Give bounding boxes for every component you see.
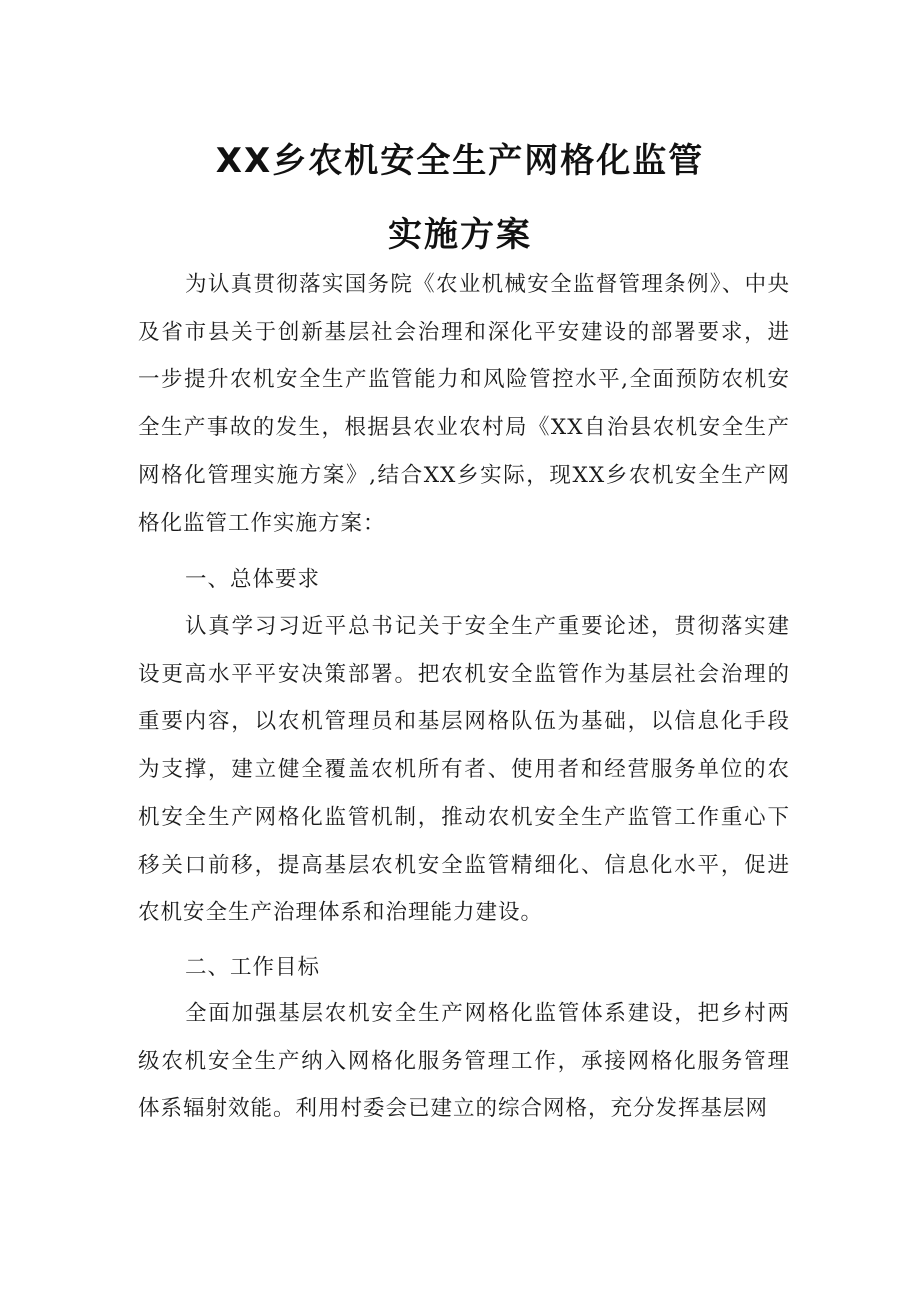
document-title-line-1: XX乡农机安全生产网格化监管 [215,141,705,181]
section-1-paragraph: 认真学习习近平总书记关于安全生产重要论述，贯彻落实建设更高水平平安决策部署。把农机安全监管作为基层社会治理的重要内容，以农机管理员和基层网格队伍为基础，以信息化手段为支撑，建立健全覆盖农机所有者、使用者和经营服务单位的农机安全生产网格化监管机制，推动农机安全生产监管工作重心下移关口前移，提高基层农机安全监管精细化、信息化水平，促进农机安全生产治理体系和治理能力建设。 [138,614,790,926]
intro-paragraph: 为认真贯彻落实国务院《农业机械安全监督管理条例》、中央及省市县关于创新基层社会治理和深化平安建设的部署要求，进一步提升农机安全生产监管能力和风险管控水平,全面预防农机安全生产事故的发生，根据县农业农村局《XX自治县农机安全生产网格化管理实施方案》,结合XX乡实际，现XX乡农机安全生产网格化监管工作实施方案： [138,272,790,536]
section-2-heading: 二、工作目标 [185,955,321,980]
document-title-line-2: 实施方案 [388,215,532,255]
section-1-heading: 一、总体要求 [185,567,321,592]
section-2-paragraph: 全面加强基层农机安全生产网格化监管体系建设，把乡村两级农机安全生产纳入网格化服务管理工作，承接网格化服务管理体系辐射效能。利用村委会已建立的综合网格，充分发挥基层网 [138,1001,790,1122]
